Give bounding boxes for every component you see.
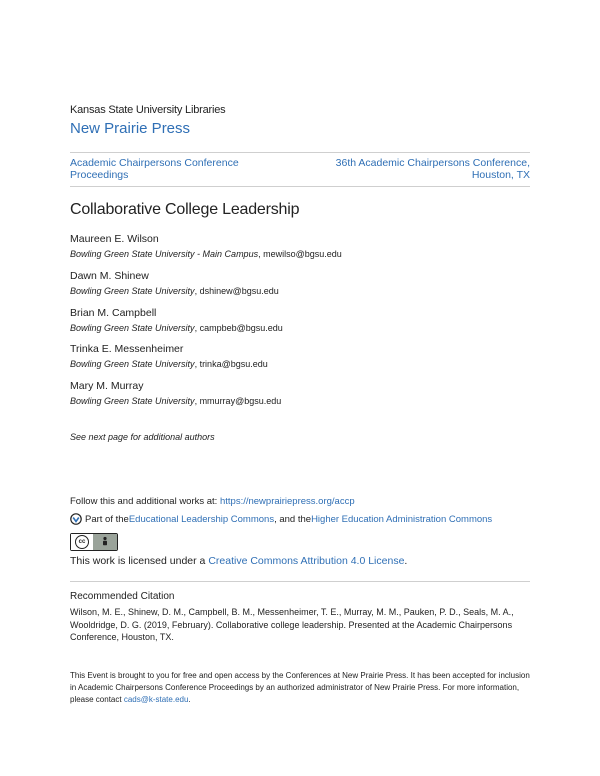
event-notice-text: This Event is brought to you for free and open access by the Conferences at New Prairie Press. It has been accepted for inclusion in Academic Chairpersons Conference Proceedings by an authorized administrator of New Prairie Press. For more information, please contact	[70, 671, 530, 704]
author-email: , dshinew@bgsu.edu	[194, 286, 279, 296]
author-affiliation	[70, 358, 530, 371]
license-link[interactable]: Creative Commons Attribution 4.0 License	[208, 555, 405, 567]
conference-series-link[interactable]: Academic Chairpersons Conference Proceedings	[70, 157, 239, 181]
cc-logo-icon	[71, 534, 93, 550]
see-next-page-note: See next page for additional authors	[70, 432, 215, 442]
author-email: , campbeb@bgsu.edu	[194, 323, 283, 333]
page-title: Collaborative College Leadership	[70, 201, 300, 218]
cc-by-badge[interactable]	[70, 533, 118, 551]
part-of-middle: , and the	[274, 513, 312, 525]
part-of-line	[70, 513, 492, 525]
divider-top	[70, 152, 530, 153]
author-block	[70, 380, 530, 408]
press-name-link[interactable]: New Prairie Press	[70, 120, 191, 137]
library-name: Kansas State University Libraries	[70, 104, 226, 116]
author-name: Dawn M. Shinew	[70, 270, 149, 282]
divider-conference	[70, 186, 530, 187]
recommended-citation-text: Wilson, M. E., Shinew, D. M., Campbell, B. M., Messenheimer, T. E., Murray, M. M., Pauken, P. D., Seals, M. A., Wooldridge, D. G. (2019, February). Collaborative college leadership. Presented at the Academic Chairpersons Conference, Houston, TX.	[70, 607, 514, 642]
author-name: Brian M. Campbell	[70, 307, 157, 319]
recommended-citation-heading: Recommended Citation	[70, 591, 175, 602]
affiliation-text: Bowling Green State University	[70, 286, 195, 296]
author-name: Mary M. Murray	[70, 380, 144, 392]
author-affiliation	[70, 285, 530, 298]
event-notice	[70, 670, 530, 706]
author-email: , mewilso@bgsu.edu	[258, 249, 342, 259]
affiliation-text: Bowling Green State University	[70, 323, 195, 333]
license-prefix: This work is licensed under a	[70, 555, 209, 567]
divider-citation	[70, 581, 530, 582]
contact-email-link[interactable]: cads@k-state.edu	[123, 695, 189, 704]
cc-label: cc	[75, 535, 89, 549]
author-name: Trinka E. Messenheimer	[70, 343, 184, 355]
higher-education-administration-commons-link[interactable]: Higher Education Administration Commons	[311, 513, 493, 525]
affiliation-text: Bowling Green State University	[70, 396, 195, 406]
author-block	[70, 233, 530, 261]
follow-line	[70, 496, 355, 507]
author-email: , mmurray@bgsu.edu	[194, 396, 282, 406]
affiliation-text: Bowling Green State University - Main Campus	[70, 249, 259, 259]
follow-url-link[interactable]: https://newprairiepress.org/accp	[219, 496, 355, 507]
author-name: Maureen E. Wilson	[70, 233, 159, 245]
conference-event-line2: Houston, TX	[471, 169, 530, 181]
author-block	[70, 343, 530, 371]
attribution-icon	[93, 534, 117, 550]
author-block	[70, 270, 530, 298]
license-line	[70, 555, 407, 567]
author-affiliation	[70, 395, 530, 408]
author-affiliation	[70, 248, 530, 261]
educational-leadership-commons-link[interactable]: Educational Leadership Commons	[128, 513, 275, 525]
follow-text: Follow this and additional works at:	[70, 496, 220, 507]
affiliation-text: Bowling Green State University	[70, 359, 195, 369]
person-icon	[100, 536, 110, 548]
part-of-prefix: Part of the	[85, 513, 129, 525]
conference-event-link[interactable]	[310, 157, 530, 181]
author-email: , trinka@bgsu.edu	[194, 359, 268, 369]
event-notice-suffix: .	[188, 695, 191, 704]
license-suffix: .	[404, 555, 408, 567]
author-block	[70, 307, 530, 335]
commons-network-icon	[70, 513, 82, 525]
conference-event-line1: 36th Academic Chairpersons Conference,	[335, 157, 530, 169]
author-affiliation	[70, 322, 530, 335]
